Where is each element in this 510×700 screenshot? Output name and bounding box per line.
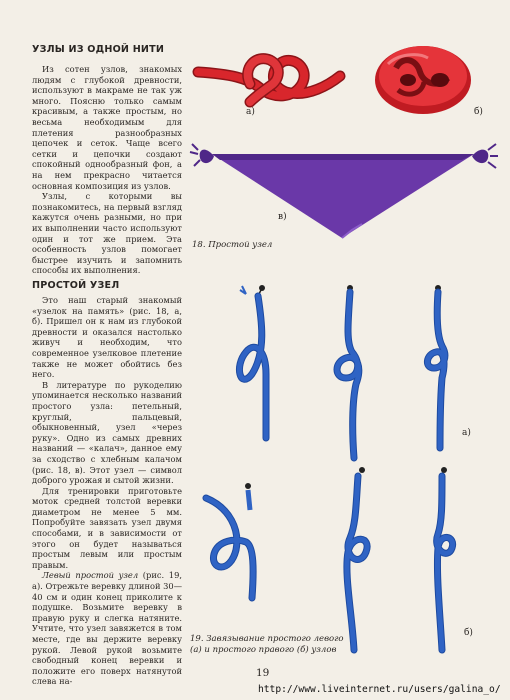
figure18-label-a: а): [246, 107, 255, 117]
figure19a-step2-rope: [322, 282, 382, 462]
section-title-simple-knot: ПРОСТОЙ УЗЕЛ: [32, 280, 120, 291]
section1-paragraph-1: Из сотен узлов, знакомых людям с глубокой древности, используют в макраме не так уж много. Поясню только самым красивым, а также простым, но весьма необходимым для плетения разнообразных цепочек и сеток. Чаще всего сетки и цепочки создают спокойный однообразный фон, а на нем прекрасно читается основная композиция из узлов.: [32, 64, 182, 191]
section-title-single-thread-knots: УЗЛЫ ИЗ ОДНОЙ НИТИ: [32, 44, 165, 55]
section1-body: [32, 64, 182, 276]
section1-paragraph-2: Узлы, с которыми вы познакомитесь, на первый взгляд кажутся очень разными, но при их выполнении часто используют один и тот же прием. Эта особенность узлов помогает быстрее изучить и запомнить способы их выполнения.: [32, 191, 182, 276]
figure19-caption-line1: 19. Завязывание простого левого: [190, 634, 344, 644]
footer-url: http://www.liveinternet.ru/users/galina_o/: [258, 684, 501, 695]
figure18-label-v: в): [278, 212, 287, 222]
figure19b-step3-rope: [420, 464, 470, 654]
figure18a-red-rope-knot: [190, 40, 350, 120]
figure18-caption: 18. Простой узел: [192, 240, 273, 250]
figure19-caption-line2: (а) и простого правого (б) узлов: [190, 644, 337, 655]
section2-paragraph-2: В литературе по рукоделию упоминается несколько названий простого узла: петельный, круглый, пальцевый, обыкновенный, узел «через руку». Одно из самых древних названий — «калач», данное ему за сходство с хлебным калачом (рис. 18, в). Этот узел — символ доброго урожая и сытой жизни.: [32, 379, 182, 486]
figure19-label-a: а): [462, 428, 471, 438]
section2-body: [32, 295, 182, 687]
figure19b-step1-rope: [200, 480, 270, 600]
section2-paragraph-4-text: (рис. 19, а). Отрежьте веревку длиной 30—40 см и один конец приколите к подушке. Возьмите веревку в правую руку и слегка натяните. Учтите, что узел завяжется в том месте, где вы держите веревку рукой. Левой рукой возьмите свободный конец веревки и положите его поверх натянутой слева на-: [32, 570, 182, 687]
figure18-label-b: б): [474, 107, 483, 117]
figure19-label-b: б): [464, 628, 473, 638]
figure19a-step3-rope: [412, 282, 462, 452]
section2-paragraph-1: Это наш старый знакомый «узелок на память» (рис. 18, а, б). Пришел он к нам из глубокой древности и оказался настолько живуч и необходим, что современное узелковое плетение также не может обойтись без него.: [32, 295, 182, 380]
page-number: 19: [256, 667, 270, 679]
figure19b-step2-rope: [326, 464, 386, 654]
section2-paragraph-4: [32, 570, 182, 687]
figure18b-red-pretzel: [368, 38, 478, 118]
section2-paragraph-3: Для тренировки приготовьте моток средней толстой веревки диаметром не менее 5 мм. Попробуйте завязать узел двумя способами, и в зависимости от этого он будет называться простым левым или простым правым.: [32, 485, 182, 570]
figure18v-purple-scarf: [192, 138, 492, 248]
figure19a-step1-rope: [222, 282, 282, 442]
left-simple-knot-label: Левый простой узел: [42, 570, 139, 581]
figure19-caption: [190, 634, 344, 655]
